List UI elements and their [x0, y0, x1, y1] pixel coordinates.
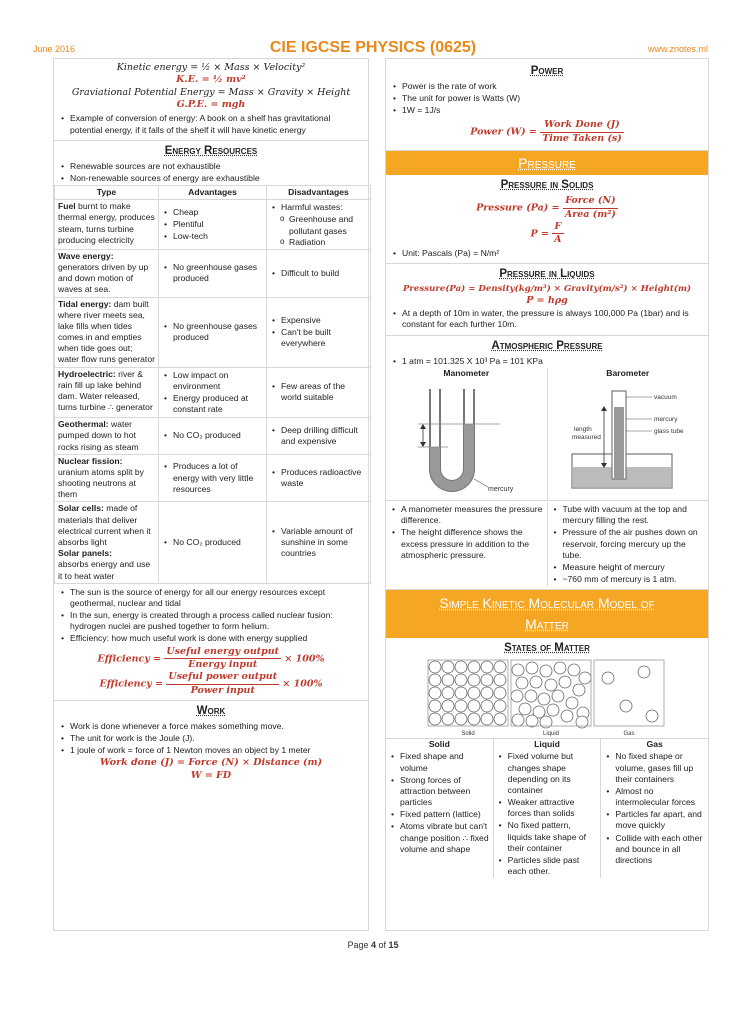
- liquid-particles: [511, 662, 591, 728]
- particle: [646, 710, 658, 722]
- col-disadvantages: Disadvantages: [267, 186, 371, 200]
- liquid-diagram-label: Liquid: [542, 731, 560, 738]
- particle: [494, 687, 506, 699]
- pressure-liquids-note: • At a depth of 10m in water, the pressure is always 100,000 Pa (1bar) and is constant for each further 10m.: [391, 308, 703, 330]
- particle: [526, 715, 538, 727]
- particle: [547, 704, 559, 716]
- particle: [538, 693, 550, 705]
- states-of-matter: States of Matter Solid Liquid Gas Solid • Fixed shape and volume • Strong forces of attraction between particles • Fixed pattern (lattice) • Atoms vibrate but can't change position ∴ fixed volume and shape Liquid • Fixed volume but changes shape depending on its container • Weaker attractive forces than solids • No fixed pattern, liquids take shape of their container • Particles slide past each other. Gas • No fixed shape or volume, gases fill up their containers • Almost no intermolecular forces • Particles far apart, and move quickly • Collide with each other and bounce in all directions: [386, 641, 708, 878]
- table-row: Fuel burnt to make thermal energy, produces steam, turns turbine producing electricity • Cheap • Plentiful • Low-tech • Harmful wastes: o Greenhouse and pollutant gases o Radiation: [55, 200, 371, 250]
- particle: [455, 687, 467, 699]
- manometer-diagram: [390, 379, 540, 497]
- particle: [540, 665, 552, 677]
- nonrenewable-note: • Non-renewable sources of energy are exhaustible: [59, 173, 363, 184]
- particle: [579, 672, 591, 684]
- header-website: www.znotes.ml: [647, 44, 708, 54]
- pressure-liquids-formula: Pressure(Pa) = Density(kg/m³) × Gravity(m/s²) × Height(m): [402, 283, 692, 294]
- particle: [494, 713, 506, 725]
- page-title: CIE IGCSE PHYSICS (0625): [269, 39, 477, 56]
- barometer-title: Barometer: [606, 367, 650, 378]
- pressure-liquids-short: P = hρg: [526, 294, 568, 306]
- header-date: June 2016: [33, 44, 76, 54]
- col-advantages: Advantages: [159, 186, 267, 200]
- pressure-unit: • Unit: Pascals (Pa) = N/m²: [391, 248, 703, 259]
- manometer-panel: [386, 368, 547, 500]
- gas-title: Gas: [646, 739, 663, 750]
- page-footer: Page 4 of 15: [347, 940, 399, 950]
- particle: [516, 677, 528, 689]
- kinetic-band: Simple Kinetic Molecular Model of Matter: [386, 590, 708, 638]
- states-diagram: [386, 658, 708, 738]
- particle: [494, 661, 506, 673]
- pressure-short-formula: P = $\frac{F}{A}$: [530, 220, 562, 246]
- pressure-liquids: [386, 267, 708, 336]
- particle: [494, 674, 506, 686]
- col-type: Type: [55, 186, 159, 200]
- particle: [442, 713, 454, 725]
- pressure-band: Pressure: [386, 151, 708, 175]
- particle: [468, 674, 480, 686]
- barometer-diagram: [552, 379, 702, 497]
- energy-resources-heading: Energy Resources: [164, 144, 258, 157]
- solid-diagram-label: Solid: [461, 731, 475, 738]
- particle: [530, 676, 542, 688]
- atmospheric-pressure: Atmospheric Pressure • 1 atm = 101.325 X 10³ Pa = 101 KPa Manometer mercury Barometer vacuum mercury glass tube length measured • A manometer measures the pressure difference. • The height difference shows the excess pressure in addition to the atmospheric pressure. • Tube with vacuum at the top and mercury filling the rest. • Pressure of the air pushes down on reservoir, forcing mercury up the tube. • Measure height of mercury • ~760 mm of mercury is 1 atm.: [386, 339, 708, 591]
- particle: [552, 690, 564, 702]
- work-heading: Work: [196, 704, 226, 717]
- work-formula-word: Work done (J) = Force (N) × Distance (m): [99, 757, 323, 769]
- particle: [481, 674, 493, 686]
- particle: [468, 713, 480, 725]
- particle: [429, 674, 441, 686]
- particle: [481, 661, 493, 673]
- left-column: [53, 58, 369, 931]
- particle: [554, 662, 566, 674]
- particle: [429, 713, 441, 725]
- particle: [481, 700, 493, 712]
- particle: [442, 687, 454, 699]
- particle: [442, 661, 454, 673]
- power-heading: Power: [530, 65, 564, 77]
- particle: [602, 672, 614, 684]
- particle: [429, 700, 441, 712]
- table-row: Geothermal: water pumped down to hot rocks rising as steam • No CO₂ produced • Deep drilling difficult and expensive: [55, 418, 371, 455]
- energy-notes: • The sun is the source of energy for all our energy resources except geothermal, nuclear and tidal • In the sun, energy is created through a process called nuclear fusion: hydrogen nuclei are pushed together to form helium. • Efficiency: how much useful work is done with energy supplied Efficiency = $\frac{\text{Useful energy output}}{\text{Energy input}}$ × 100% Efficiency = $\frac{\text{Useful power output}}{\text{Power input}}$ × 100%: [54, 584, 368, 701]
- particle: [519, 703, 531, 715]
- particle: [494, 700, 506, 712]
- particle: [511, 690, 523, 702]
- particle: [620, 700, 632, 712]
- particle: [568, 664, 580, 676]
- particle: [442, 700, 454, 712]
- barometer-mercury-label: mercury: [653, 415, 677, 423]
- particle: [545, 679, 557, 691]
- ke-symbol-formula: K.E. = ½ mv²: [176, 74, 246, 86]
- work-section: Work • Work is done whenever a force makes something move. • The unit for work is the Joule (J). • 1 joule of work = force of 1 Newton moves an object by 1 meter Work done (J) = Force (N) × Distance (m) W = FD: [54, 704, 368, 782]
- pressure-liquids-heading: Pressure in Liquids: [499, 267, 595, 280]
- solid-particles: [429, 661, 506, 725]
- glass-tube-label: glass tube: [653, 427, 684, 435]
- energy-resources-table: [54, 185, 371, 584]
- particle: [512, 714, 524, 726]
- particle: [526, 662, 538, 674]
- right-column: [385, 58, 709, 931]
- ke-word-formula: Kinetic energy = ½ × Mass × Velocity²: [116, 62, 306, 73]
- measured-label: measured: [571, 433, 601, 441]
- particle: [638, 666, 650, 678]
- table-row: Wave energy: generators driven by up and down motion of waves at sea. • No greenhouse gases produced • Difficult to build: [55, 249, 371, 297]
- particle: [455, 674, 467, 686]
- manometer-mercury-label: mercury: [488, 485, 514, 493]
- particle: [455, 713, 467, 725]
- particle: [468, 661, 480, 673]
- work-formula-symbol: W = FD: [190, 769, 232, 781]
- solid-title: Solid: [428, 739, 450, 750]
- liquid-title: Liquid: [534, 739, 560, 750]
- energy-formulas: [54, 59, 368, 141]
- table-row: Tidal energy: dam built where river meets sea, lake fills when tides comes in and empties when tide goes out; water flow runs generator • No greenhouse gases produced • Expensive • Can't be built everywhere: [55, 297, 371, 367]
- efficiency-energy-formula: Efficiency = $\frac{\text{Useful energy output}}{\text{Energy input}}$ × 100%: [97, 645, 325, 670]
- barometer-panel: [547, 368, 709, 500]
- gas-diagram-label: Gas: [623, 731, 635, 738]
- table-row: Solar cells: made of materials that deliver electrical current when it absorbs light Solar panels: absorbs energy and use it to heat water • No CO₂ produced • Variable amount of sunshine in some countries: [55, 502, 371, 583]
- atmospheric-heading: Atmospheric Pressure: [491, 339, 603, 352]
- particle: [468, 687, 480, 699]
- gpe-word-formula: Graviational Potential Energy = Mass × Gravity × Height: [71, 86, 351, 98]
- particle: [525, 690, 537, 702]
- atm-note: • 1 atm = 101.325 X 10³ Pa = 101 KPa: [391, 356, 703, 367]
- particle: [561, 710, 573, 722]
- particle: [559, 676, 571, 688]
- gas-particles: [602, 666, 658, 722]
- power-formula: Power (W) = $\frac{\text{Work Done (J)}}{\text{Time Taken (s)}}$: [470, 119, 622, 144]
- particle: [429, 661, 441, 673]
- table-row: Nuclear fission: uranium atoms split by shooting neutrons at them • Produces a lot of energy with very little resources • Produces radioactive waste: [55, 454, 371, 502]
- length-label: length: [573, 425, 592, 433]
- table-row: Hydroelectric: river & rain fill up lake behind dam. Water released, turns turbine ∴ generator • Low impact on environment • Energy produced at constant rate • Few areas of the world suitable: [55, 367, 371, 418]
- energy-resources-section: [54, 144, 368, 701]
- particle: [455, 700, 467, 712]
- vacuum-label: vacuum: [653, 393, 677, 401]
- energy-example: • Example of conversion of energy: A book on a shelf has gravitational potential energy, if it falls of the shelf it will have kinetic energy: [59, 113, 363, 135]
- particle: [512, 664, 524, 676]
- gpe-symbol-formula: G.P.E. = mgh: [176, 99, 246, 111]
- particle: [455, 661, 467, 673]
- particle: [481, 713, 493, 725]
- pressure-solids-formula: Pressure (Pa) = $\frac{\text{Force (N)}}{\text{Area (m²)}}$: [476, 195, 616, 220]
- particle: [481, 687, 493, 699]
- states-heading: States of Matter: [504, 642, 590, 655]
- pressure-solids-heading: Pressure in Solids: [500, 179, 594, 192]
- manometer-title: Manometer: [443, 367, 490, 378]
- particle: [566, 697, 578, 709]
- particle: [468, 700, 480, 712]
- power-section: Power • Power is the rate of work • The unit for power is Watts (W) • 1W = 1J/s Power (W) = $\frac{\text{Work Done (J)}}{\text{Time Taken (s)}}$: [386, 59, 708, 151]
- renewable-note: • Renewable sources are not exhaustible: [59, 161, 363, 172]
- pressure-solids: [386, 178, 708, 263]
- efficiency-power-formula: Efficiency = $\frac{\text{Useful power output}}{\text{Power input}}$ × 100%: [99, 671, 323, 696]
- particle: [442, 674, 454, 686]
- particle: [429, 687, 441, 699]
- particle: [573, 684, 585, 696]
